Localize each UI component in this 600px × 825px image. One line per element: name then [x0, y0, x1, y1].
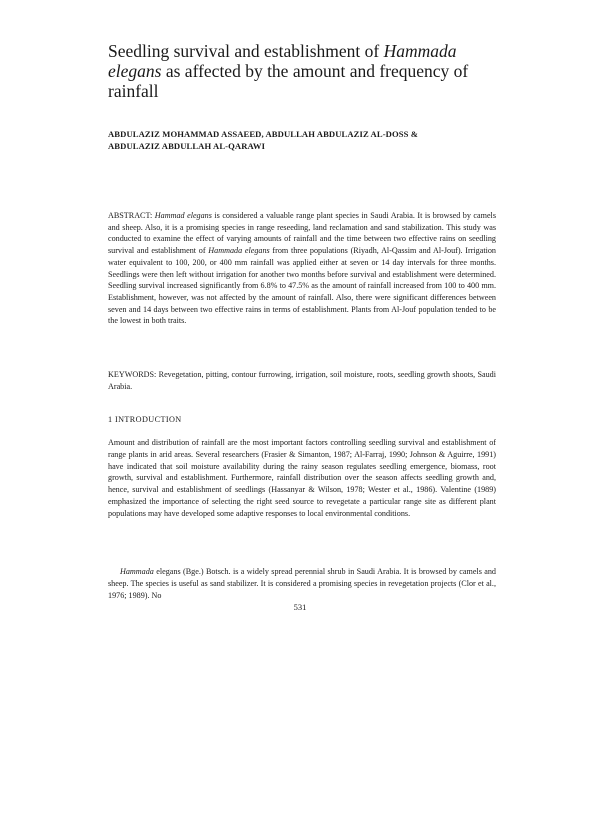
- section-heading-introduction: 1 INTRODUCTION: [108, 415, 182, 424]
- introduction-paragraph-2: [108, 566, 496, 601]
- abstract-label: ABSTRACT:: [108, 211, 153, 220]
- abstract-text-2: from three populations (Riyadh, Al-Qassim and Al-Jouf). Irrigation water equivalent to 100, 200, or 400 mm rainfall was applied either at seven or 14 day intervals for three months. Seedlings were then left without irrigation for another two months before survival and establishment were determined. Seedling survival increased significantly from 6.8% to 47.5% as the amount of rainfall increased from 100 to 400 mm. Establishment, however, was not affected by the amount of rainfall. Also, there were significant differences between seven and 14 days between two effective rains in terms of establishment. Plants from Al-Jouf population tended to be the lowest in both traits.: [108, 246, 496, 326]
- title-part2: as affected by the amount and frequency of rainfall: [108, 61, 469, 101]
- intro-paragraph-2-text: elegans (Bge.) Botsch. is a widely spread perennial shrub in Saudi Arabia. It is browsed by camels and sheep. The species is useful as sand stabilizer. It is considered a promising species in revegetation projects (Clor et al., 1976; 1989). No: [108, 567, 496, 600]
- paper-title: [108, 41, 498, 101]
- author-list: [108, 128, 498, 152]
- abstract-species-2: Hammada elegans: [208, 246, 270, 256]
- keywords-text: Revegetation, pitting, contour furrowing, irrigation, soil moisture, roots, seedling growth shoots, Saudi Arabia.: [108, 370, 496, 391]
- author-line-2: ABDULAZIZ ABDULLAH AL-QARAWI: [108, 141, 266, 151]
- keywords: [108, 369, 496, 392]
- keywords-label: KEYWORDS:: [108, 370, 157, 379]
- abstract: [108, 210, 496, 327]
- intro-species: Hammada: [120, 567, 154, 576]
- abstract-text-1: is considered a valuable range plant species in Saudi Arabia. It is browsed by camels and sheep. Also, it is a promising species in range reseeding, land reclamation and sand stabilization. This study was conducted to examine the effect of varying amounts of rainfall and the time between two effective rains on seedling survival and establishment of: [108, 211, 496, 256]
- author-line-1: ABDULAZIZ MOHAMMAD ASSAEED, ABDULLAH ABDULAZIZ AL-DOSS &: [108, 129, 419, 139]
- abstract-species: Hammad elegans: [154, 211, 212, 220]
- page-number: 531: [293, 602, 307, 612]
- title-part1: Seedling survival and establishment of: [108, 41, 384, 61]
- introduction-paragraph-1: Amount and distribution of rainfall are the most important factors controlling seedling survival and establishment of range plants in arid areas. Several researchers (Frasier & Simanton, 1987; Al-Farraj, 1990; Johnson & Aguirre, 1991) have indicated that soil moisture availability during the rainy season regulates seedling emergence, biomass, root growth, survival and establishment. Furthermore, rainfall distribution over the season affects seedling growth and, hence, survival and establishment of seedlings (Hassanyar & Wilson, 1978; Wester et al., 1986). Valentine (1989) emphasized the importance of selecting the right seed source to revegetate a particular range site as different plant populations may have developed some adaptive responses to local environmental conditions.: [108, 438, 496, 518]
- title-species: Hammada elegans: [108, 41, 457, 81]
